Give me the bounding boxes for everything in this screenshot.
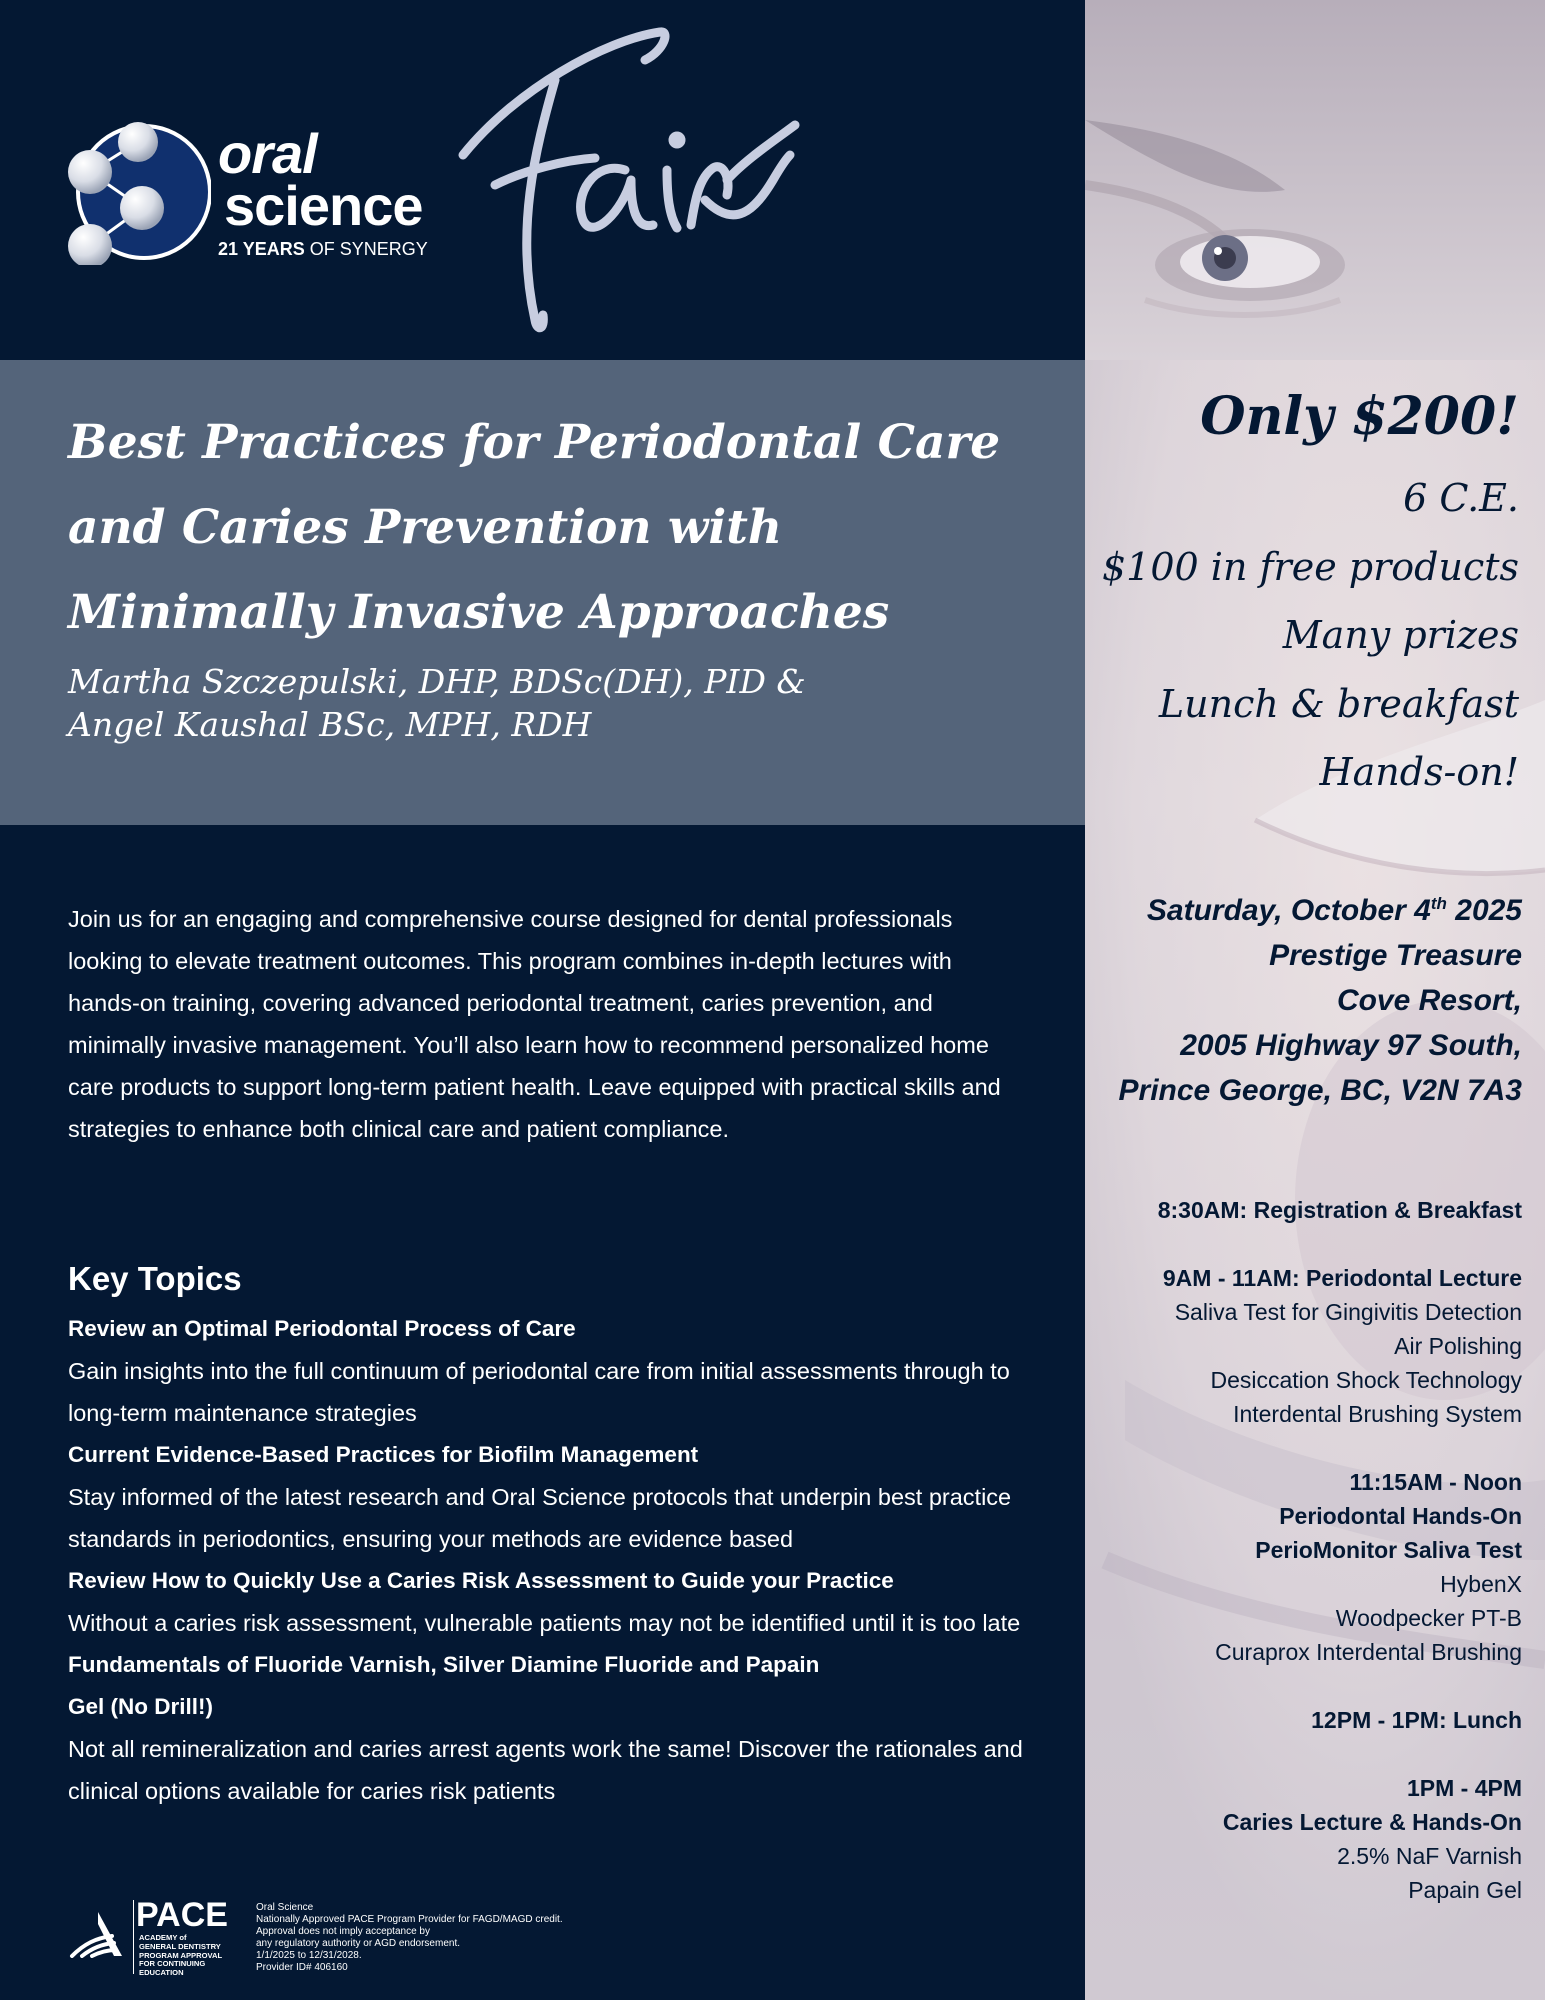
presenter-2: Angel Kaushal BSc, MPH, RDH — [68, 705, 592, 744]
perk-item: 6 C.E. — [1403, 476, 1519, 520]
tagline-years: 21 YEARS — [218, 239, 305, 259]
topic-1 — [68, 1308, 1028, 1434]
event-venue-line: Prestige Treasure — [1269, 939, 1522, 972]
header-banner — [0, 0, 1085, 360]
pace-note-line: Approval does not imply acceptance by — [256, 1926, 430, 1937]
fair-script-wordmark — [455, 20, 815, 350]
perk-item: Lunch & breakfast — [1158, 681, 1519, 726]
schedule-item: Woodpecker PT-B — [1335, 1605, 1522, 1631]
schedule-subtitle: PerioMonitor Saliva Test — [1255, 1537, 1522, 1563]
pace-logo-icon — [68, 1910, 132, 1958]
schedule-subtitle: Periodontal Hands-On — [1279, 1503, 1522, 1529]
event-venue-line: Cove Resort, — [1336, 984, 1522, 1017]
perk-item: Many prizes — [1282, 613, 1519, 657]
pace-sub-line: GENERAL DENTISTRY — [139, 1941, 221, 1951]
pace-note-line: 1/1/2025 to 12/31/2028. — [256, 1950, 362, 1961]
presenter-1: Martha Szczepulski, DHP, BDSc(DH), PID & — [68, 662, 806, 701]
brand-name-oral: oral — [218, 122, 317, 185]
brand-name-science: science — [224, 174, 423, 237]
event-date-day: Saturday, October 4 — [1146, 894, 1431, 927]
topic-title: Current Evidence-Based Practices for Biofilm Management — [68, 1442, 699, 1467]
pace-sub-line: EDUCATION — [139, 1968, 184, 1978]
offer-perks — [1102, 464, 1519, 807]
schedule-time: 9AM - 11AM: Periodontal Lecture — [1162, 1265, 1522, 1291]
schedule-gap — [1158, 1737, 1522, 1771]
oral-science-logo — [66, 120, 486, 270]
event-address-line: Prince George, BC, V2N 7A3 — [1118, 1074, 1522, 1107]
pace-note-line: Nationally Approved PACE Program Provider for FAGD/MAGD credit. — [256, 1914, 563, 1925]
schedule-gap — [1158, 1669, 1522, 1703]
pace-sub-line: ACADEMY of — [139, 1933, 187, 1942]
event-date-year: 2025 — [1446, 894, 1522, 927]
topic-description: Without a caries risk assessment, vulnerable patients may not be identified until it is too late — [68, 1610, 1021, 1636]
topic-title: Fundamentals of Fluoride Varnish, Silver Diamine Fluoride and Papain Gel (No Drill!) — [68, 1652, 820, 1719]
pace-note-line: Provider ID# 406160 — [256, 1962, 348, 1973]
schedule-item: Air Polishing — [1394, 1333, 1522, 1359]
schedule-item: Papain Gel — [1408, 1877, 1522, 1903]
schedule-time: 11:15AM - Noon — [1349, 1469, 1522, 1495]
schedule-item: Curaprox Interdental Brushing — [1215, 1639, 1522, 1665]
schedule-gap — [1158, 1227, 1522, 1261]
topic-3 — [68, 1560, 1028, 1644]
pace-sub-line: PROGRAM APPROVAL — [139, 1950, 223, 1960]
pace-subtitle — [139, 1934, 222, 1978]
schedule-item: Saliva Test for Gingivitis Detection — [1174, 1299, 1522, 1325]
schedule-subtitle: Caries Lecture & Hands-On — [1222, 1809, 1522, 1835]
key-topics-heading: Key Topics — [68, 1260, 242, 1297]
schedule-time: 12PM - 1PM: Lunch — [1311, 1707, 1522, 1733]
topic-4 — [68, 1644, 1028, 1812]
course-title: Best Practices for Periodontal Care and Caries Prevention with Minimally Invasive Approaches — [68, 415, 1001, 640]
perk-item: Hands-on! — [1319, 750, 1519, 794]
schedule-item: HybenX — [1440, 1571, 1522, 1597]
event-date-ordinal: th — [1430, 894, 1447, 913]
event-address-line: 2005 Highway 97 South, — [1180, 1029, 1522, 1062]
price-offer: Only $200! — [1200, 386, 1519, 447]
right-panel — [1085, 0, 1545, 2000]
schedule-time: 8:30AM: Registration & Breakfast — [1157, 1197, 1522, 1223]
tagline-rest: OF SYNERGY — [304, 239, 428, 259]
pace-wordmark: PACE — [136, 1896, 228, 1934]
schedule-time: 1PM - 4PM — [1406, 1775, 1522, 1801]
schedule-item: Interdental Brushing System — [1233, 1401, 1522, 1427]
course-description: Join us for an engaging and comprehensive course designed for dental professionals looking to elevate treatment outcomes. This program combines in-depth lectures with hands-on training, covering advanced periodontal treatment, caries prevention, and minimally invasive management. You’ll also learn how to recommend personalized home care products to support long-term patient health. Leave equipped with practical skills and strategies to enhance both clinical care and patient compliance. — [68, 906, 1001, 1142]
pace-note-line: Oral Science — [256, 1902, 314, 1913]
pace-approval-block — [68, 1898, 628, 1978]
event-details — [1119, 888, 1522, 1113]
topic-description: Not all remineralization and caries arrest agents work the same! Discover the rationales and clinical options available for caries risk patients — [68, 1736, 1023, 1804]
topic-title: Review How to Quickly Use a Caries Risk Assessment to Guide your Practice — [68, 1568, 894, 1593]
presenters — [68, 660, 1028, 746]
schedule-item: 2.5% NaF Varnish — [1337, 1843, 1522, 1869]
event-date — [1119, 888, 1522, 933]
pace-sub-line: FOR CONTINUING — [139, 1959, 206, 1969]
brand-tagline — [218, 240, 428, 258]
topic-description: Gain insights into the full continuum of periodontal care from initial assessments through to long-term maintenance strategies — [68, 1358, 1010, 1426]
perk-item: $100 in free products — [1102, 544, 1519, 589]
schedule-gap — [1158, 1431, 1522, 1465]
topic-2 — [68, 1434, 1028, 1560]
key-topics-list — [68, 1308, 1028, 1812]
topic-description: Stay informed of the latest research and Oral Science protocols that underpin best practice standards in periodontics, ensuring your methods are evidence based — [68, 1484, 1012, 1552]
event-schedule — [1158, 1193, 1522, 1907]
schedule-item: Desiccation Shock Technology — [1210, 1367, 1522, 1393]
pace-note-line: any regulatory authority or AGD endorsement. — [256, 1938, 460, 1949]
molecule-logo-icon — [66, 120, 211, 265]
topic-title: Review an Optimal Periodontal Process of Care — [68, 1316, 576, 1341]
pace-approval-note — [256, 1902, 563, 1974]
pace-divider — [133, 1900, 134, 1974]
